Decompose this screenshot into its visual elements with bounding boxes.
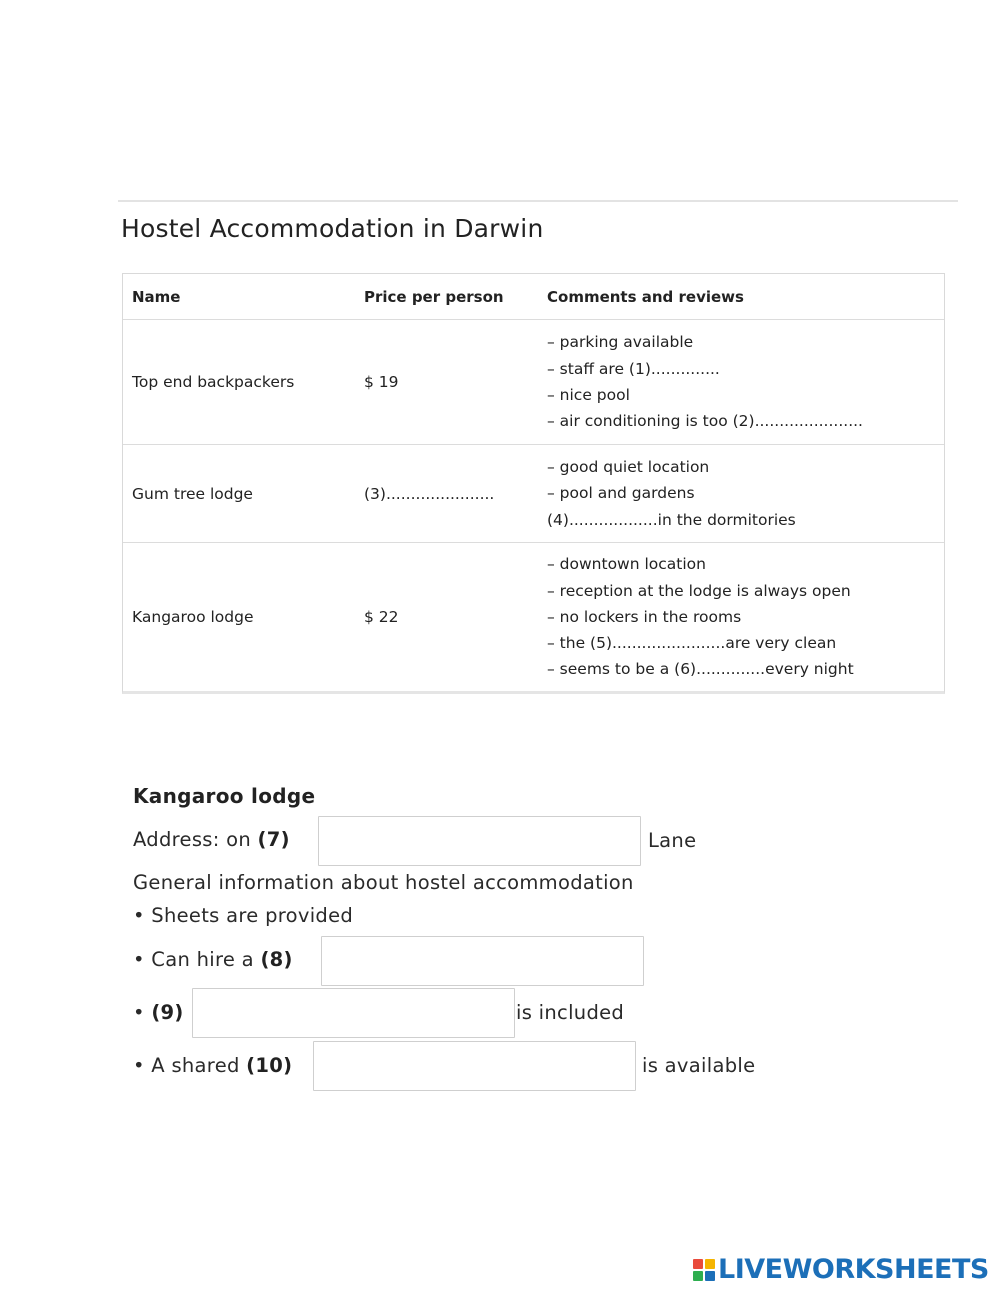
q8-label — [133, 948, 293, 971]
sheets-provided-text: • Sheets are provided — [133, 904, 354, 927]
comment-line: – seems to be a (6)..............every night — [547, 660, 854, 679]
comment-line: – good quiet location — [547, 458, 710, 477]
comment-line: (4)..................in the dormitories — [547, 510, 796, 529]
hostel-comments — [538, 329, 944, 434]
hostel-comments — [538, 454, 944, 533]
header-price: Price per person — [364, 287, 504, 306]
hostel-name: Kangaroo lodge — [132, 608, 254, 626]
q10-number: (10) — [246, 1054, 293, 1077]
q10-label — [133, 1054, 292, 1077]
hostel-price: (3)...................... — [364, 484, 495, 503]
q8-prefix: • Can hire a — [133, 948, 254, 971]
q7-prefix: Address: on — [133, 828, 252, 851]
comment-line: – pool and gardens — [547, 484, 695, 503]
hostel-table — [122, 273, 945, 694]
q8-number: (8) — [260, 948, 293, 971]
header-comments: Comments and reviews — [547, 287, 744, 306]
q10-prefix: • A shared — [133, 1054, 240, 1077]
q9-label — [133, 1001, 184, 1024]
comment-line: – reception at the lodge is always open — [547, 581, 851, 600]
answer-input-7[interactable] — [318, 816, 641, 866]
answer-input-10[interactable] — [313, 1041, 636, 1091]
comment-line: – the (5).......................are very clean — [547, 634, 837, 653]
table-row — [123, 444, 944, 542]
general-info-text: General information about hostel accommodation — [133, 871, 634, 894]
form-title: Kangaroo lodge — [133, 784, 316, 808]
comment-line: – staff are (1).............. — [547, 359, 720, 378]
table-row — [123, 542, 944, 691]
answer-input-8[interactable] — [321, 936, 644, 986]
hostel-name: Top end backpackers — [132, 373, 295, 391]
logo-text: LIVEWORKSHEETS — [718, 1254, 989, 1285]
header-name: Name — [132, 287, 181, 306]
top-divider — [118, 200, 958, 202]
q10-suffix: is available — [642, 1054, 756, 1077]
q7-label — [133, 828, 290, 851]
hostel-price: $ 22 — [364, 608, 399, 626]
table-header-row — [123, 274, 944, 319]
hostel-price: $ 19 — [364, 373, 399, 391]
page-title: Hostel Accommodation in Darwin — [121, 214, 544, 243]
q7-number: (7) — [257, 828, 290, 851]
hostel-name: Gum tree lodge — [132, 484, 253, 503]
comment-line: – downtown location — [547, 555, 706, 574]
comment-line: – parking available — [547, 333, 694, 352]
comment-line: – no lockers in the rooms — [547, 607, 742, 626]
answer-input-9[interactable] — [192, 988, 515, 1038]
logo-grid-icon — [693, 1259, 715, 1281]
q9-prefix: • — [133, 1001, 145, 1024]
comment-line: – air conditioning is too (2)...................... — [547, 412, 863, 431]
q9-number: (9) — [151, 1001, 184, 1024]
q7-suffix: Lane — [648, 829, 697, 852]
q9-suffix: is included — [516, 1001, 625, 1024]
liveworksheets-logo — [693, 1254, 989, 1285]
hostel-comments — [538, 551, 944, 682]
table-row — [123, 319, 944, 444]
comment-line: – nice pool — [547, 386, 630, 404]
